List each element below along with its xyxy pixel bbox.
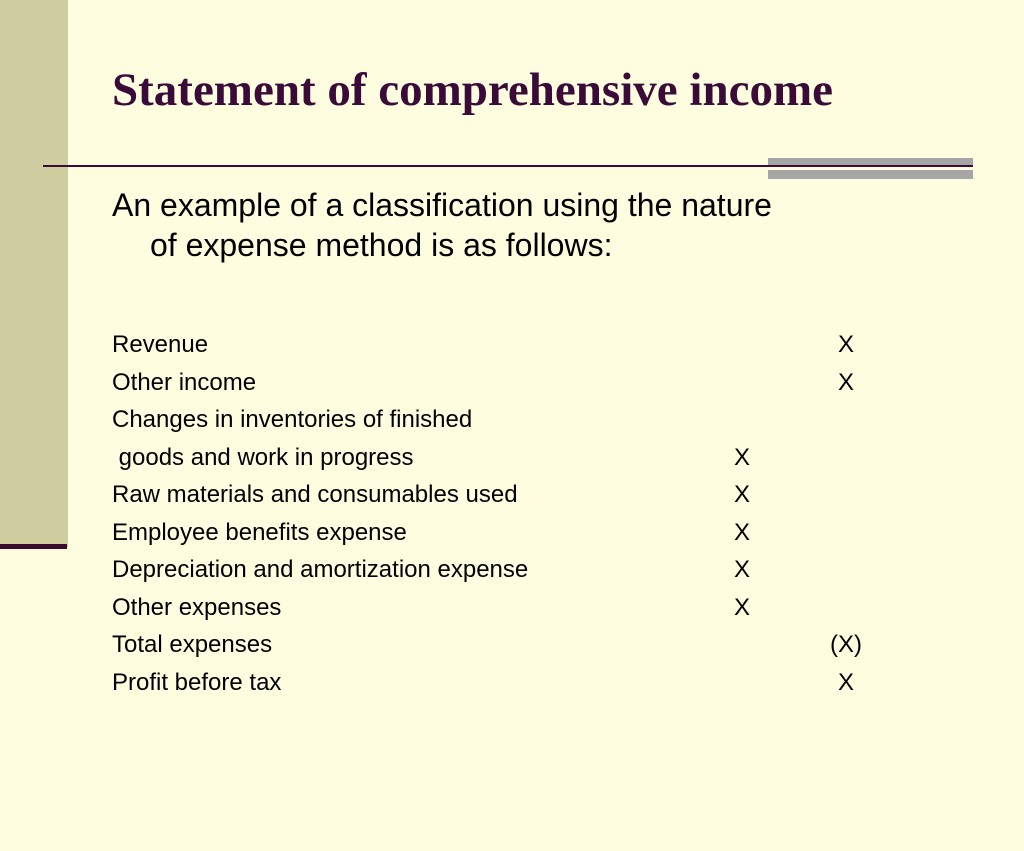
statement-row-other-expenses xyxy=(112,589,912,627)
intro-line-2: of expense method is as follows: xyxy=(150,227,613,263)
statement-row-inventories-changes xyxy=(112,401,912,439)
statement-row-inventories-continued xyxy=(112,439,912,477)
row-label: Employee benefits expense xyxy=(112,518,407,546)
row-value-col2: (X) xyxy=(830,631,862,658)
income-statement xyxy=(112,326,912,701)
statement-row-depreciation xyxy=(112,551,912,589)
row-value-col1: X xyxy=(733,481,750,508)
statement-row-profit-before-tax xyxy=(112,664,912,702)
statement-row-other-income xyxy=(112,364,912,402)
row-label: Other expenses xyxy=(112,593,282,621)
row-value-col1: X xyxy=(733,518,750,546)
intro-paragraph xyxy=(112,185,972,265)
slide-title: Statement of comprehensive income xyxy=(112,64,833,116)
row-label: Changes in inventories of finished xyxy=(112,406,473,433)
row-value-col2: X xyxy=(837,668,854,696)
row-label: Revenue xyxy=(112,331,209,358)
row-value-col1: X xyxy=(733,556,750,583)
statement-row-raw-materials xyxy=(112,476,912,514)
row-label: Raw materials and consumables used xyxy=(112,481,518,508)
statement-row-employee-benefits xyxy=(112,514,912,552)
row-label: Depreciation and amortization expense xyxy=(112,556,529,583)
side-decoration-bar xyxy=(0,0,68,547)
side-decoration-rule xyxy=(0,544,67,549)
accent-bar-lower xyxy=(768,170,973,179)
row-label: Total expenses xyxy=(112,631,273,658)
row-value-col1: X xyxy=(733,443,750,471)
statement-row-revenue xyxy=(112,326,912,364)
row-value-col2: X xyxy=(837,368,854,396)
statement-row-total-expenses xyxy=(112,626,912,664)
row-label: Other income xyxy=(112,368,257,396)
row-value-col2: X xyxy=(837,331,854,358)
intro-line-1: An example of a classification using the nature xyxy=(112,187,772,223)
title-divider xyxy=(43,165,973,167)
accent-bar-upper xyxy=(768,158,973,165)
row-label: goods and work in progress xyxy=(112,443,414,471)
row-label: Profit before tax xyxy=(112,668,282,696)
row-value-col1: X xyxy=(733,593,750,621)
